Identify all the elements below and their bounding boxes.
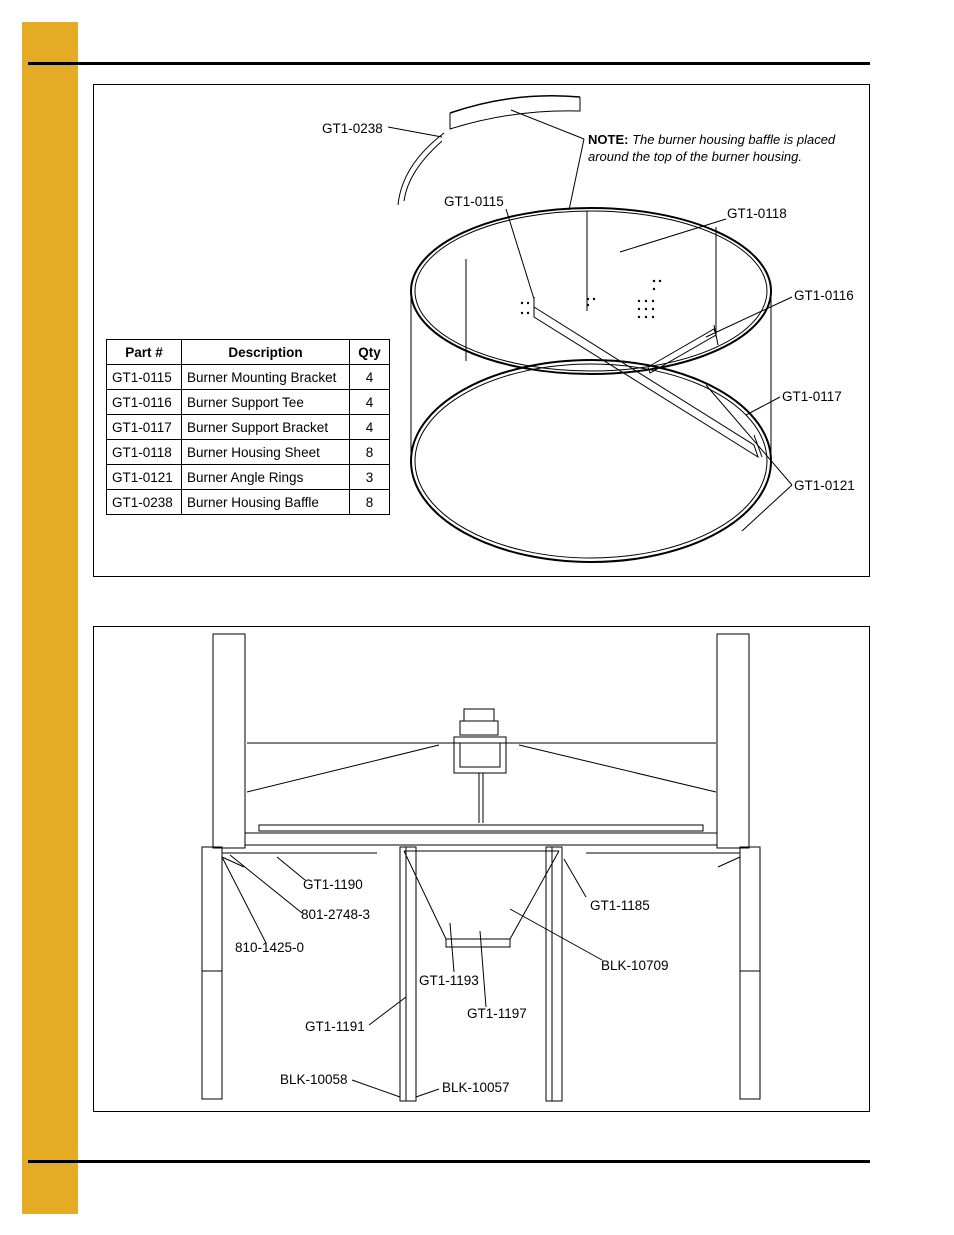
qty-cell: 4 — [350, 415, 390, 440]
table-row — [107, 440, 390, 465]
header-description: Description — [182, 340, 350, 365]
callout-gt1-0115: GT1-0115 — [444, 194, 504, 209]
part-number-cell: GT1-0115 — [107, 365, 182, 390]
table-row — [107, 490, 390, 515]
header-part-number: Part # — [107, 340, 182, 365]
part-number-cell: GT1-0116 — [107, 390, 182, 415]
callout-810-1425-0: 810-1425-0 — [235, 940, 305, 955]
callout-gt1-1191: GT1-1191 — [305, 1019, 365, 1034]
callout-gt1-0118: GT1-0118 — [727, 206, 787, 221]
callout-gt1-1185: GT1-1185 — [590, 898, 650, 913]
description-cell: Burner Housing Sheet — [182, 440, 350, 465]
description-cell: Burner Support Tee — [182, 390, 350, 415]
table-row — [107, 415, 390, 440]
callout-gt1-0238: GT1-0238 — [322, 121, 383, 136]
callout-gt1-1190: GT1-1190 — [303, 877, 363, 892]
description-cell: Burner Mounting Bracket — [182, 365, 350, 390]
note-text — [588, 131, 868, 165]
header-qty: Qty — [350, 340, 390, 365]
callout-gt1-0121: GT1-0121 — [794, 478, 855, 493]
callout-gt1-0117: GT1-0117 — [782, 389, 842, 404]
callout-blk-10058: BLK-10058 — [280, 1072, 348, 1087]
sidebar-accent-bar — [22, 22, 78, 1214]
footer-rule — [28, 1160, 870, 1163]
note-body: The burner housing baffle is placed around the top of the burner housing. — [588, 132, 836, 164]
description-cell: Burner Angle Rings — [182, 465, 350, 490]
table-row — [107, 390, 390, 415]
part-number-cell: GT1-0238 — [107, 490, 182, 515]
callout-blk-10057: BLK-10057 — [442, 1080, 510, 1095]
qty-cell: 8 — [350, 440, 390, 465]
parts-table — [106, 339, 390, 515]
callout-gt1-0116: GT1-0116 — [794, 288, 854, 303]
table-row — [107, 465, 390, 490]
parts-table-header — [107, 340, 390, 365]
burner-housing-figure — [93, 84, 870, 577]
part-number-cell: GT1-0117 — [107, 415, 182, 440]
part-number-cell: GT1-0118 — [107, 440, 182, 465]
header-rule — [28, 62, 870, 65]
qty-cell: 3 — [350, 465, 390, 490]
callout-blk-10709: BLK-10709 — [601, 958, 669, 973]
qty-cell: 4 — [350, 365, 390, 390]
note-label: NOTE: — [588, 132, 629, 147]
callout-801-2748-3: 801-2748-3 — [301, 907, 371, 922]
qty-cell: 8 — [350, 490, 390, 515]
description-cell: Burner Support Bracket — [182, 415, 350, 440]
dryer-base-figure — [93, 626, 870, 1112]
callout-gt1-1193: GT1-1193 — [419, 973, 479, 988]
dryer-base-drawing — [94, 627, 869, 1111]
table-row — [107, 365, 390, 390]
part-number-cell: GT1-0121 — [107, 465, 182, 490]
qty-cell: 4 — [350, 390, 390, 415]
description-cell: Burner Housing Baffle — [182, 490, 350, 515]
callout-gt1-1197: GT1-1197 — [467, 1006, 527, 1021]
